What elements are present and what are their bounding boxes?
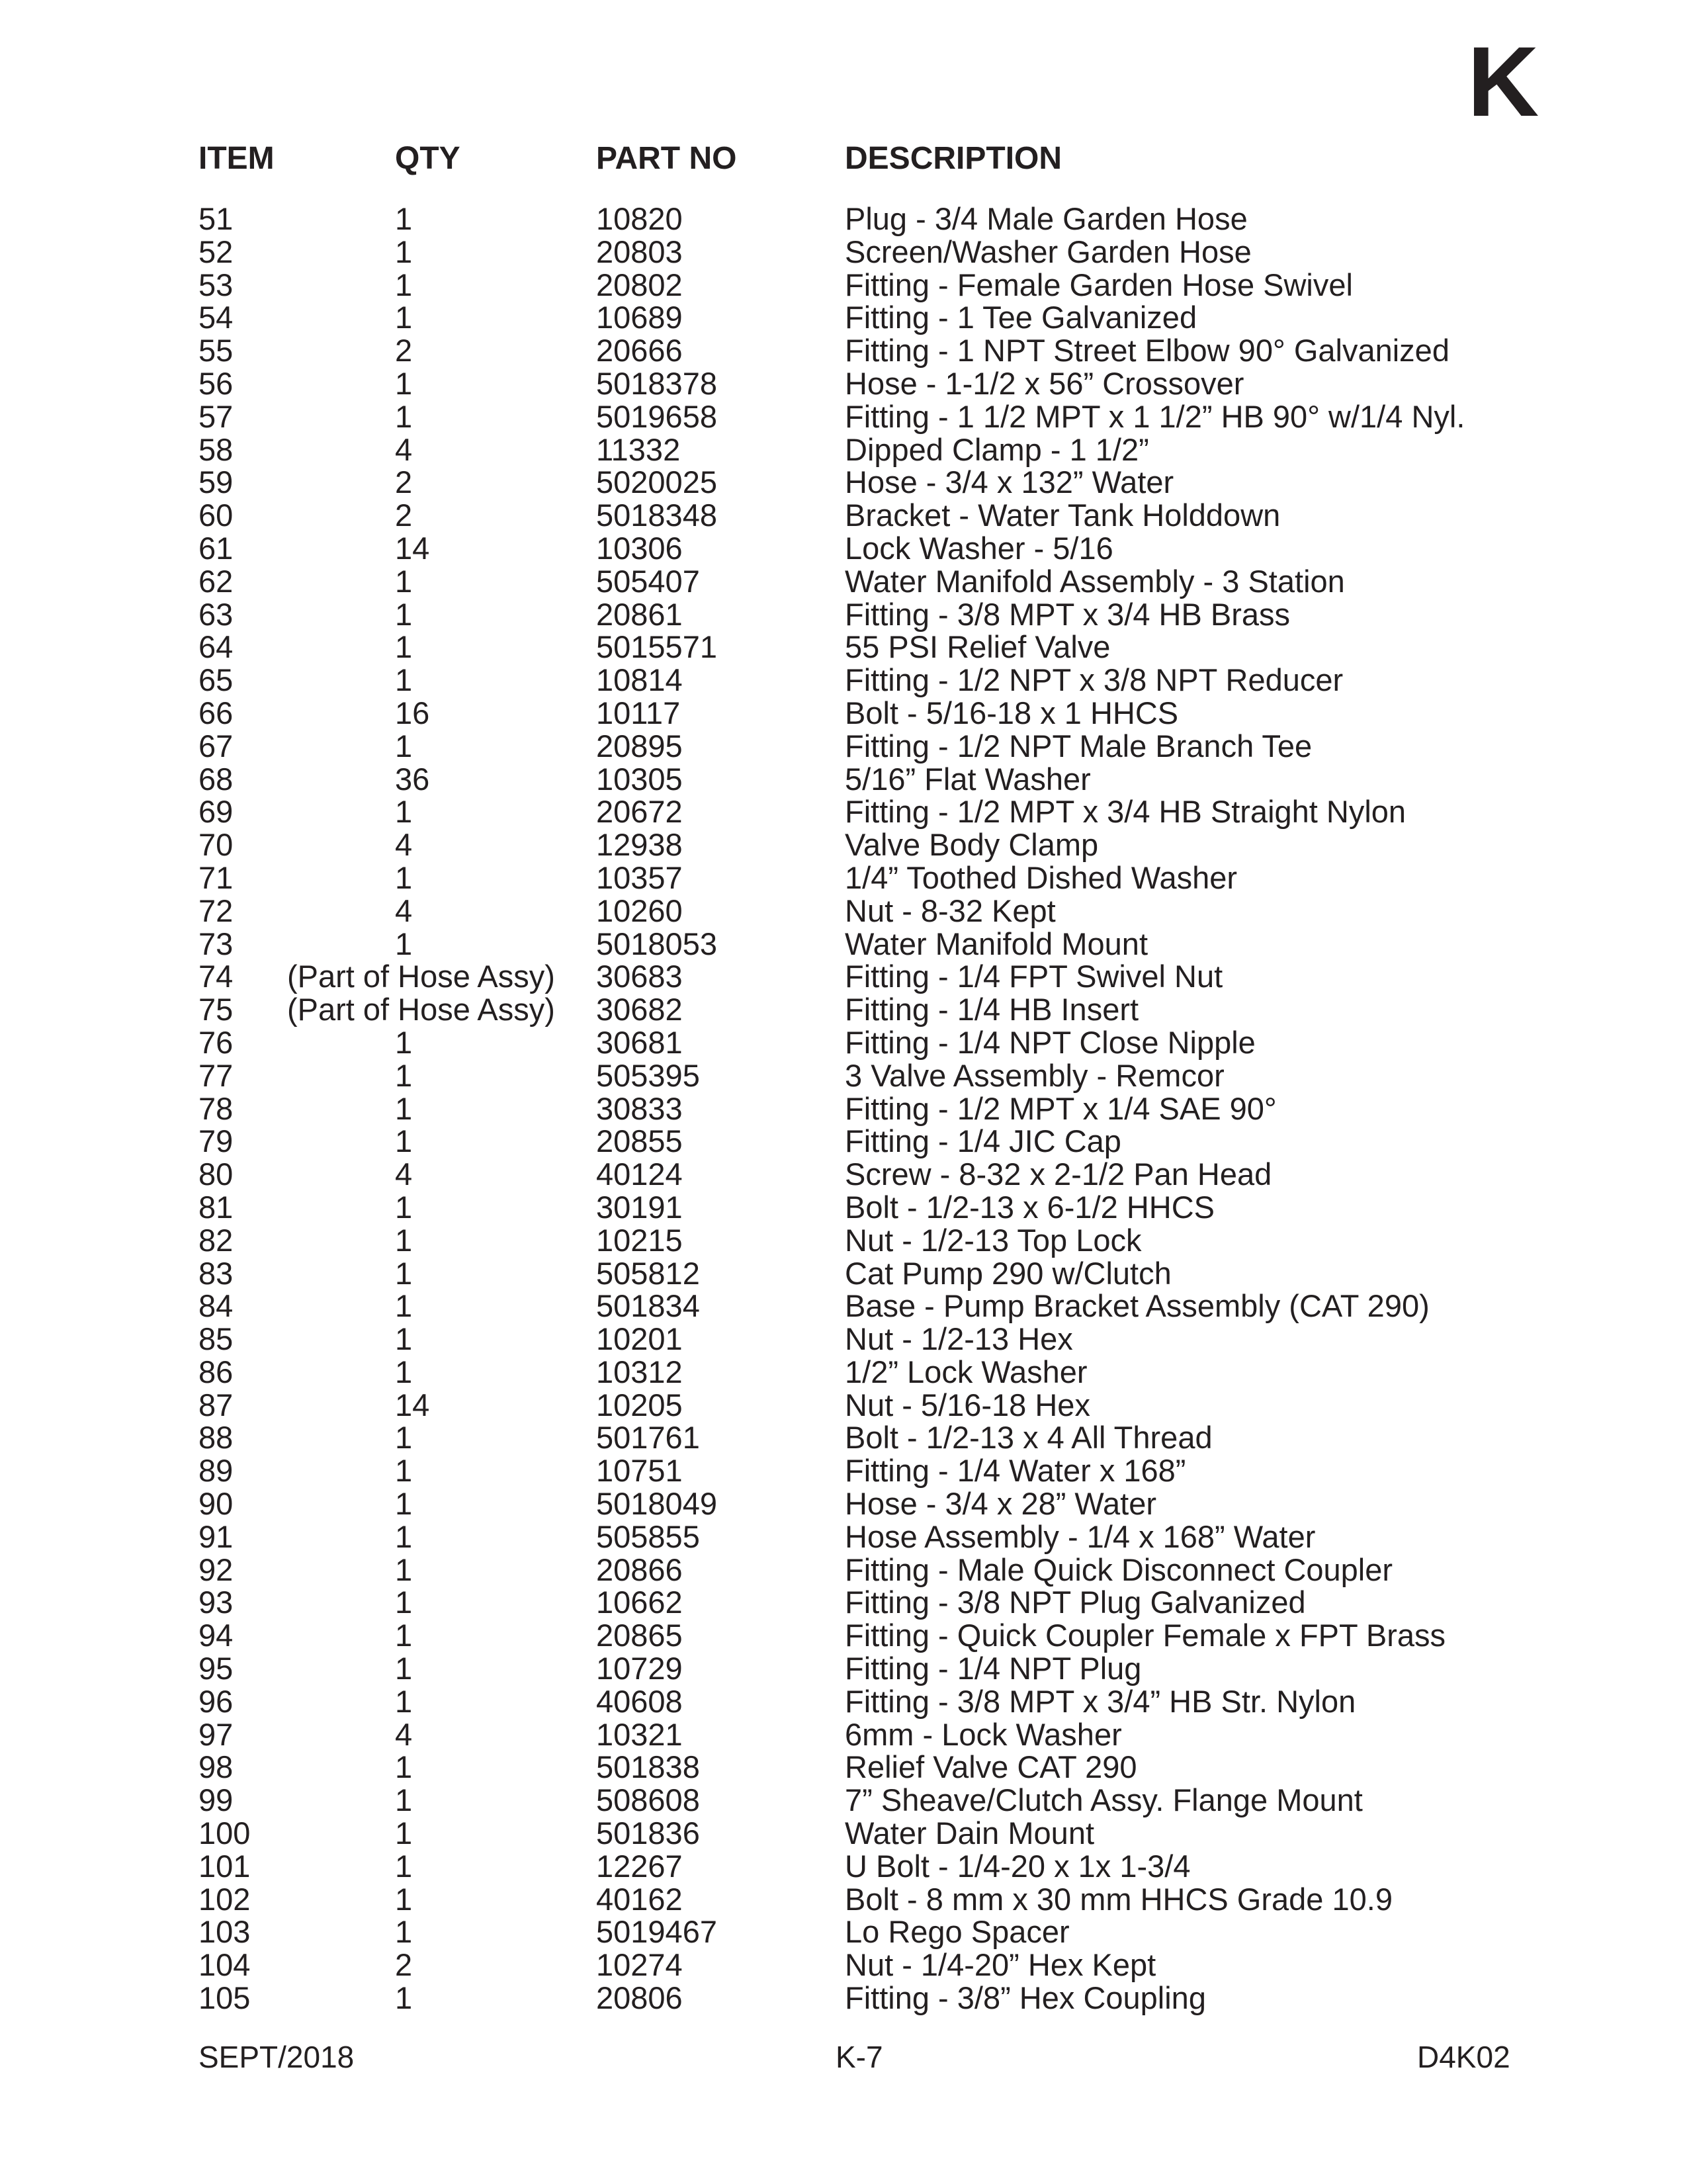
part-no-cell: 5018378 <box>596 365 717 401</box>
part-no-cell: 505812 <box>596 1255 700 1291</box>
table-row <box>0 1257 1687 1290</box>
part-no-cell: 10260 <box>596 893 683 928</box>
part-no-cell: 30683 <box>596 959 683 994</box>
description-cell: Nut - 5/16-18 Hex <box>845 1387 1090 1422</box>
table-row <box>0 1026 1687 1059</box>
item-cell: 59 <box>198 464 234 500</box>
table-row <box>0 1389 1687 1422</box>
qty-cell: 1 <box>395 365 413 401</box>
item-cell: 84 <box>198 1288 234 1324</box>
description-cell: Fitting - 1/4 NPT Plug <box>845 1651 1142 1686</box>
description-cell: Fitting - 1 NPT Street Elbow 90° Galvanized <box>845 333 1449 369</box>
item-cell: 99 <box>198 1782 234 1818</box>
description-cell: 55 PSI Relief Valve <box>845 629 1111 665</box>
item-cell: 95 <box>198 1651 234 1686</box>
qty-cell: 1 <box>395 563 413 599</box>
part-no-cell: 5019467 <box>596 1914 717 1950</box>
qty-cell: 4 <box>395 1157 413 1192</box>
item-cell: 57 <box>198 398 234 434</box>
qty-cell: 1 <box>395 1354 413 1389</box>
table-row <box>0 1553 1687 1587</box>
item-cell: 76 <box>198 1024 234 1060</box>
item-cell: 56 <box>198 365 234 401</box>
header-part-no: PART NO <box>596 141 737 176</box>
table-row <box>0 1487 1687 1520</box>
part-no-cell: 20803 <box>596 234 683 269</box>
description-cell: U Bolt - 1/4-20 x 1x 1-3/4 <box>845 1848 1191 1884</box>
description-cell: Fitting - 1/4 FPT Swivel Nut <box>845 959 1223 994</box>
table-row <box>0 1948 1687 1982</box>
description-cell: Dipped Clamp - 1 1/2” <box>845 431 1149 467</box>
item-cell: 51 <box>198 201 234 236</box>
qty-cell: (Part of Hose Assy) <box>287 992 555 1027</box>
table-row <box>0 1289 1687 1323</box>
part-no-cell: 10689 <box>596 300 683 335</box>
part-no-cell: 20865 <box>596 1618 683 1653</box>
item-cell: 91 <box>198 1518 234 1554</box>
table-row <box>0 1883 1687 1916</box>
item-cell: 67 <box>198 728 234 764</box>
table-row <box>0 1323 1687 1356</box>
description-cell: Hose - 3/4 x 28” Water <box>845 1486 1157 1522</box>
part-no-cell: 20861 <box>596 596 683 632</box>
item-cell: 72 <box>198 893 234 928</box>
part-no-cell: 10305 <box>596 761 683 797</box>
description-cell: Bolt - 8 mm x 30 mm HHCS Grade 10.9 <box>845 1881 1393 1917</box>
item-cell: 89 <box>198 1453 234 1489</box>
description-cell: Valve Body Clamp <box>845 827 1099 863</box>
table-row <box>0 1454 1687 1487</box>
description-cell: 5/16” Flat Washer <box>845 761 1091 797</box>
part-no-cell: 10820 <box>596 201 683 236</box>
table-row <box>0 269 1687 302</box>
description-cell: Lo Rego Spacer <box>845 1914 1070 1950</box>
item-cell: 92 <box>198 1551 234 1587</box>
part-no-cell: 20895 <box>596 728 683 764</box>
item-cell: 90 <box>198 1486 234 1522</box>
table-row <box>0 466 1687 499</box>
description-cell: Fitting - 1 Tee Galvanized <box>845 300 1197 335</box>
table-row <box>0 1356 1687 1389</box>
qty-cell: 1 <box>395 1651 413 1686</box>
qty-cell: 4 <box>395 893 413 928</box>
description-cell: 1/4” Toothed Dished Washer <box>845 859 1238 895</box>
header-description: DESCRIPTION <box>845 141 1062 176</box>
table-row <box>0 1191 1687 1224</box>
item-cell: 80 <box>198 1157 234 1192</box>
description-cell: Fitting - Male Quick Disconnect Coupler <box>845 1551 1393 1587</box>
item-cell: 93 <box>198 1585 234 1620</box>
table-row <box>0 367 1687 400</box>
qty-cell: 1 <box>395 1255 413 1291</box>
table-row <box>0 697 1687 730</box>
qty-cell: 1 <box>395 398 413 434</box>
item-cell: 103 <box>198 1914 251 1950</box>
table-row <box>0 1751 1687 1784</box>
qty-cell: 1 <box>395 1585 413 1620</box>
part-no-cell: 10751 <box>596 1453 683 1489</box>
qty-cell: 1 <box>395 662 413 698</box>
item-cell: 65 <box>198 662 234 698</box>
qty-cell: 1 <box>395 1881 413 1917</box>
table-row <box>0 565 1687 598</box>
table-row <box>0 960 1687 993</box>
part-no-cell: 20672 <box>596 794 683 830</box>
part-no-cell: 10274 <box>596 1947 683 1983</box>
footer-date: SEPT/2018 <box>198 2040 355 2074</box>
qty-cell: 4 <box>395 1716 413 1752</box>
item-cell: 69 <box>198 794 234 830</box>
part-no-cell: 501838 <box>596 1749 700 1785</box>
part-no-cell: 10814 <box>596 662 683 698</box>
part-no-cell: 12938 <box>596 827 683 863</box>
part-no-cell: 10201 <box>596 1321 683 1357</box>
table-row <box>0 1520 1687 1553</box>
description-cell: Fitting - Female Garden Hose Swivel <box>845 267 1353 302</box>
part-no-cell: 5018049 <box>596 1486 717 1522</box>
part-no-cell: 30191 <box>596 1189 683 1225</box>
qty-cell: 4 <box>395 431 413 467</box>
page-footer <box>0 2039 1687 2079</box>
description-cell: 1/2” Lock Washer <box>845 1354 1088 1389</box>
description-cell: Fitting - 1/4 NPT Close Nipple <box>845 1024 1256 1060</box>
table-row <box>0 928 1687 961</box>
qty-cell: 1 <box>395 1321 413 1357</box>
description-cell: Fitting - 3/8 NPT Plug Galvanized <box>845 1585 1306 1620</box>
part-no-cell: 20666 <box>596 333 683 369</box>
part-no-cell: 40162 <box>596 1881 683 1917</box>
qty-cell: 1 <box>395 1123 413 1159</box>
item-cell: 87 <box>198 1387 234 1422</box>
item-cell: 104 <box>198 1947 251 1983</box>
table-row <box>0 664 1687 697</box>
table-row <box>0 1652 1687 1685</box>
item-cell: 60 <box>198 498 234 533</box>
item-cell: 86 <box>198 1354 234 1389</box>
description-cell: Base - Pump Bracket Assembly (CAT 290) <box>845 1288 1430 1324</box>
qty-cell: 1 <box>395 728 413 764</box>
item-cell: 55 <box>198 333 234 369</box>
table-row <box>0 730 1687 763</box>
table-row <box>0 895 1687 928</box>
description-cell: Fitting - 1/4 JIC Cap <box>845 1123 1121 1159</box>
table-row <box>0 1784 1687 1817</box>
item-cell: 63 <box>198 596 234 632</box>
part-no-cell: 20802 <box>596 267 683 302</box>
qty-cell: (Part of Hose Assy) <box>287 959 555 994</box>
table-row <box>0 1125 1687 1158</box>
part-no-cell: 505407 <box>596 563 700 599</box>
qty-cell: 1 <box>395 1551 413 1587</box>
table-row <box>0 202 1687 236</box>
table-row <box>0 301 1687 334</box>
qty-cell: 1 <box>395 629 413 665</box>
description-cell: Water Dain Mount <box>845 1815 1095 1851</box>
description-cell: 7” Sheave/Clutch Assy. Flange Mount <box>845 1782 1363 1818</box>
item-cell: 77 <box>198 1057 234 1093</box>
header-item: ITEM <box>198 141 275 176</box>
part-no-cell: 505395 <box>596 1057 700 1093</box>
table-row <box>0 433 1687 466</box>
qty-cell: 1 <box>395 1024 413 1060</box>
item-cell: 100 <box>198 1815 251 1851</box>
description-cell: Hose - 1-1/2 x 56” Crossover <box>845 365 1244 401</box>
item-cell: 68 <box>198 761 234 797</box>
item-cell: 54 <box>198 300 234 335</box>
item-cell: 74 <box>198 959 234 994</box>
qty-cell: 1 <box>395 1815 413 1851</box>
table-row <box>0 532 1687 565</box>
description-cell: 6mm - Lock Washer <box>845 1716 1122 1752</box>
table-row <box>0 236 1687 269</box>
part-no-cell: 30833 <box>596 1090 683 1126</box>
item-cell: 105 <box>198 1980 251 2016</box>
qty-cell: 1 <box>395 1518 413 1554</box>
qty-cell: 1 <box>395 794 413 830</box>
qty-cell: 1 <box>395 300 413 335</box>
part-no-cell: 5019658 <box>596 398 717 434</box>
qty-cell: 1 <box>395 267 413 302</box>
description-cell: Fitting - 1/2 NPT x 3/8 NPT Reducer <box>845 662 1344 698</box>
qty-cell: 1 <box>395 1749 413 1785</box>
description-cell: Nut - 1/4-20” Hex Kept <box>845 1947 1156 1983</box>
qty-cell: 1 <box>395 859 413 895</box>
table-row <box>0 993 1687 1026</box>
description-cell: Fitting - Quick Coupler Female x FPT Brass <box>845 1618 1446 1653</box>
description-cell: Nut - 1/2-13 Top Lock <box>845 1222 1142 1258</box>
table-row <box>0 1158 1687 1191</box>
item-cell: 83 <box>198 1255 234 1291</box>
description-cell: Hose - 3/4 x 132” Water <box>845 464 1174 500</box>
item-cell: 78 <box>198 1090 234 1126</box>
description-cell: Water Manifold Assembly - 3 Station <box>845 563 1345 599</box>
description-cell: Fitting - 3/8 MPT x 3/4” HB Str. Nylon <box>845 1683 1356 1719</box>
table-row <box>0 1092 1687 1125</box>
description-cell: Hose Assembly - 1/4 x 168” Water <box>845 1518 1316 1554</box>
description-cell: Water Manifold Mount <box>845 926 1148 961</box>
part-no-cell: 10306 <box>596 530 683 566</box>
footer-page-number: K-7 <box>836 2040 883 2074</box>
header-qty: QTY <box>395 141 460 176</box>
description-cell: Bolt - 5/16-18 x 1 HHCS <box>845 695 1179 730</box>
description-cell: Fitting - 1/2 MPT x 1/4 SAE 90° <box>845 1090 1277 1126</box>
table-row <box>0 1619 1687 1652</box>
table-row <box>0 1421 1687 1454</box>
item-cell: 97 <box>198 1716 234 1752</box>
part-no-cell: 10321 <box>596 1716 683 1752</box>
qty-cell: 1 <box>395 1914 413 1950</box>
table-row <box>0 1059 1687 1092</box>
item-cell: 52 <box>198 234 234 269</box>
part-no-cell: 501834 <box>596 1288 700 1324</box>
description-cell: Relief Valve CAT 290 <box>845 1749 1137 1785</box>
part-no-cell: 10729 <box>596 1651 683 1686</box>
part-no-cell: 20806 <box>596 1980 683 2016</box>
part-no-cell: 10117 <box>596 695 681 730</box>
description-cell: Bracket - Water Tank Holddown <box>845 498 1281 533</box>
qty-cell: 1 <box>395 1782 413 1818</box>
part-no-cell: 10215 <box>596 1222 683 1258</box>
item-cell: 58 <box>198 431 234 467</box>
part-no-cell: 501836 <box>596 1815 700 1851</box>
item-cell: 81 <box>198 1189 234 1225</box>
part-no-cell: 20866 <box>596 1551 683 1587</box>
description-cell: Plug - 3/4 Male Garden Hose <box>845 201 1248 236</box>
table-row <box>0 828 1687 861</box>
item-cell: 61 <box>198 530 234 566</box>
qty-cell: 16 <box>395 695 430 730</box>
item-cell: 70 <box>198 827 234 863</box>
part-no-cell: 10312 <box>596 1354 683 1389</box>
item-cell: 94 <box>198 1618 234 1653</box>
description-cell: Fitting - 1/2 NPT Male Branch Tee <box>845 728 1313 764</box>
part-no-cell: 20855 <box>596 1123 683 1159</box>
table-row <box>0 499 1687 532</box>
parts-table-body <box>0 202 1687 2015</box>
part-no-cell: 5015571 <box>596 629 717 665</box>
table-row <box>0 1850 1687 1883</box>
table-row <box>0 1685 1687 1718</box>
qty-cell: 1 <box>395 1288 413 1324</box>
part-no-cell: 40608 <box>596 1683 683 1719</box>
part-no-cell: 11332 <box>596 431 681 467</box>
table-header <box>0 140 1687 180</box>
part-no-cell: 10662 <box>596 1585 683 1620</box>
item-cell: 53 <box>198 267 234 302</box>
part-no-cell: 5018348 <box>596 498 717 533</box>
qty-cell: 1 <box>395 1618 413 1653</box>
description-cell: Fitting - 1 1/2 MPT x 1 1/2” HB 90° w/1/4 Nyl. <box>845 398 1465 434</box>
qty-cell: 1 <box>395 1420 413 1456</box>
part-no-cell: 30681 <box>596 1024 683 1060</box>
table-row <box>0 1915 1687 1948</box>
table-row <box>0 861 1687 895</box>
qty-cell: 1 <box>395 596 413 632</box>
item-cell: 88 <box>198 1420 234 1456</box>
part-no-cell: 5020025 <box>596 464 717 500</box>
table-row <box>0 1586 1687 1619</box>
description-cell: Screw - 8-32 x 2-1/2 Pan Head <box>845 1157 1272 1192</box>
table-row <box>0 795 1687 828</box>
section-letter: K <box>1467 26 1539 137</box>
table-row <box>0 1982 1687 2015</box>
description-cell: Fitting - 3/8 MPT x 3/4 HB Brass <box>845 596 1291 632</box>
footer-doc-code: D4K02 <box>1417 2040 1510 2074</box>
qty-cell: 1 <box>395 1090 413 1126</box>
part-no-cell: 508608 <box>596 1782 700 1818</box>
part-no-cell: 501761 <box>596 1420 700 1456</box>
description-cell: Fitting - 1/4 Water x 168” <box>845 1453 1186 1489</box>
table-row <box>0 334 1687 367</box>
description-cell: Nut - 1/2-13 Hex <box>845 1321 1073 1357</box>
qty-cell: 36 <box>395 761 430 797</box>
part-no-cell: 30682 <box>596 992 683 1027</box>
qty-cell: 1 <box>395 926 413 961</box>
item-cell: 62 <box>198 563 234 599</box>
item-cell: 64 <box>198 629 234 665</box>
table-row <box>0 763 1687 796</box>
description-cell: Nut - 8-32 Kept <box>845 893 1056 928</box>
qty-cell: 4 <box>395 827 413 863</box>
qty-cell: 14 <box>395 530 430 566</box>
item-cell: 96 <box>198 1683 234 1719</box>
table-row <box>0 1224 1687 1257</box>
qty-cell: 2 <box>395 464 413 500</box>
item-cell: 85 <box>198 1321 234 1357</box>
item-cell: 82 <box>198 1222 234 1258</box>
table-row <box>0 631 1687 664</box>
item-cell: 66 <box>198 695 234 730</box>
item-cell: 73 <box>198 926 234 961</box>
table-row <box>0 400 1687 433</box>
part-no-cell: 505855 <box>596 1518 700 1554</box>
qty-cell: 1 <box>395 1848 413 1884</box>
part-no-cell: 10357 <box>596 859 683 895</box>
item-cell: 71 <box>198 859 234 895</box>
description-cell: Screen/Washer Garden Hose <box>845 234 1252 269</box>
qty-cell: 14 <box>395 1387 430 1422</box>
qty-cell: 1 <box>395 1683 413 1719</box>
qty-cell: 1 <box>395 1189 413 1225</box>
qty-cell: 2 <box>395 1947 413 1983</box>
qty-cell: 1 <box>395 1057 413 1093</box>
item-cell: 98 <box>198 1749 234 1785</box>
qty-cell: 1 <box>395 1980 413 2016</box>
description-cell: Fitting - 1/2 MPT x 3/4 HB Straight Nylon <box>845 794 1406 830</box>
table-row <box>0 1817 1687 1850</box>
description-cell: Bolt - 1/2-13 x 4 All Thread <box>845 1420 1213 1456</box>
description-cell: Lock Washer - 5/16 <box>845 530 1113 566</box>
table-row <box>0 598 1687 631</box>
description-cell: Fitting - 3/8” Hex Coupling <box>845 1980 1206 2016</box>
description-cell: Cat Pump 290 w/Clutch <box>845 1255 1172 1291</box>
qty-cell: 1 <box>395 1486 413 1522</box>
description-cell: 3 Valve Assembly - Remcor <box>845 1057 1225 1093</box>
part-no-cell: 40124 <box>596 1157 683 1192</box>
part-no-cell: 12267 <box>596 1848 683 1884</box>
qty-cell: 1 <box>395 234 413 269</box>
table-row <box>0 1718 1687 1751</box>
part-no-cell: 5018053 <box>596 926 717 961</box>
qty-cell: 1 <box>395 201 413 236</box>
qty-cell: 2 <box>395 498 413 533</box>
qty-cell: 1 <box>395 1222 413 1258</box>
description-cell: Bolt - 1/2-13 x 6-1/2 HHCS <box>845 1189 1215 1225</box>
item-cell: 101 <box>198 1848 251 1884</box>
description-cell: Fitting - 1/4 HB Insert <box>845 992 1139 1027</box>
qty-cell: 1 <box>395 1453 413 1489</box>
item-cell: 102 <box>198 1881 251 1917</box>
item-cell: 75 <box>198 992 234 1027</box>
item-cell: 79 <box>198 1123 234 1159</box>
qty-cell: 2 <box>395 333 413 369</box>
part-no-cell: 10205 <box>596 1387 683 1422</box>
